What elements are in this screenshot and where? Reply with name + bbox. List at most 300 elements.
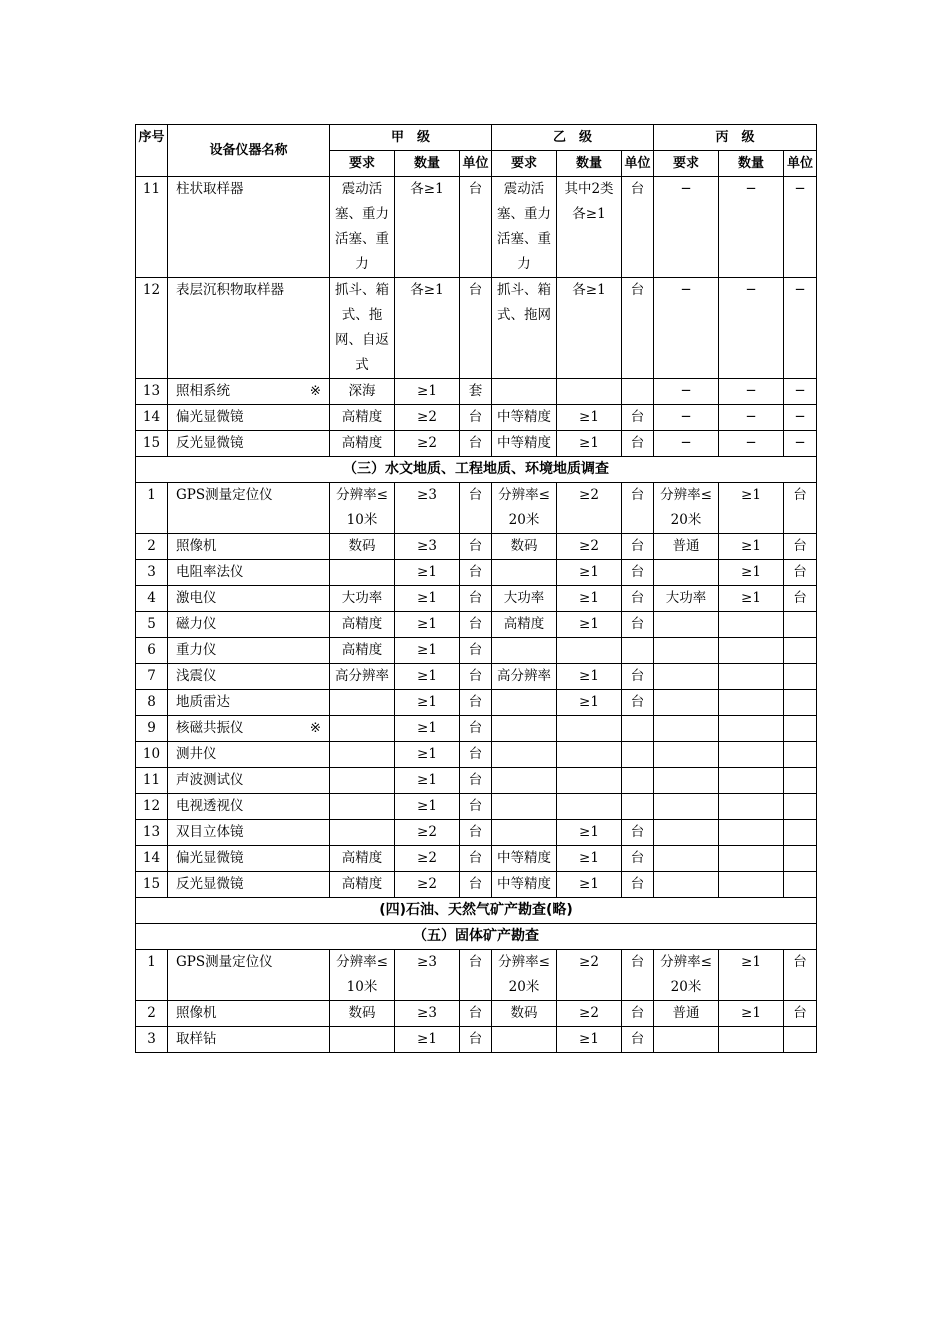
- grade-b-unit: 台: [622, 483, 654, 534]
- grade-a-quantity: ≥1: [395, 379, 460, 405]
- grade-c-quantity: ≥1: [719, 1001, 784, 1027]
- grade-c-quantity: ─: [719, 278, 784, 379]
- header-seq: 序号: [136, 125, 168, 177]
- grade-c-requirement: ─: [654, 278, 719, 379]
- grade-b-requirement: 分辨率≤20米: [492, 483, 557, 534]
- row-number: 5: [136, 612, 168, 638]
- row-number: 7: [136, 664, 168, 690]
- equipment-name-cell: [168, 742, 330, 768]
- grade-b-requirement: 数码: [492, 534, 557, 560]
- section-title-row: [136, 898, 817, 924]
- grade-a-unit: 台: [460, 431, 492, 457]
- table-row: [136, 534, 817, 560]
- grade-a-requirement: 高分辨率: [330, 664, 395, 690]
- grade-b-requirement: 大功率: [492, 586, 557, 612]
- header-req: 要求: [330, 151, 395, 177]
- equipment-name-cell: [168, 794, 330, 820]
- grade-c-requirement: [654, 612, 719, 638]
- grade-b-requirement: 震动活塞、重力活塞、重力: [492, 177, 557, 278]
- grade-a-requirement: 高精度: [330, 431, 395, 457]
- grade-c-quantity: [719, 872, 784, 898]
- equipment-name: 测井仪: [176, 746, 217, 762]
- equipment-name: 照像机: [176, 538, 217, 554]
- grade-c-unit: [784, 638, 817, 664]
- grade-b-quantity: [557, 742, 622, 768]
- grade-c-quantity: ─: [719, 405, 784, 431]
- table-row: [136, 690, 817, 716]
- grade-b-quantity: ≥1: [557, 586, 622, 612]
- equipment-name-cell: [168, 820, 330, 846]
- grade-b-quantity: ≥1: [557, 405, 622, 431]
- grade-a-requirement: [330, 1027, 395, 1053]
- grade-c-unit: [784, 872, 817, 898]
- grade-b-quantity: [557, 794, 622, 820]
- grade-b-unit: [622, 768, 654, 794]
- grade-a-quantity: ≥1: [395, 768, 460, 794]
- grade-b-requirement: 抓斗、箱式、拖网: [492, 278, 557, 379]
- grade-c-quantity: ≥1: [719, 586, 784, 612]
- grade-b-requirement: 高精度: [492, 612, 557, 638]
- equipment-name-cell: [168, 534, 330, 560]
- table-row: [136, 431, 817, 457]
- equipment-name-cell: [168, 278, 330, 379]
- grade-a-unit: 台: [460, 820, 492, 846]
- equipment-name-cell: [168, 664, 330, 690]
- grade-b-requirement: [492, 638, 557, 664]
- grade-b-unit: 台: [622, 560, 654, 586]
- grade-c-requirement: 大功率: [654, 586, 719, 612]
- grade-c-unit: [784, 794, 817, 820]
- grade-c-quantity: [719, 664, 784, 690]
- grade-a-requirement: 数码: [330, 534, 395, 560]
- grade-c-quantity: ≥1: [719, 483, 784, 534]
- grade-b-unit: 台: [622, 950, 654, 1001]
- grade-b-quantity: ≥2: [557, 1001, 622, 1027]
- grade-a-requirement: 高精度: [330, 405, 395, 431]
- grade-b-requirement: [492, 560, 557, 586]
- grade-a-unit: 台: [460, 768, 492, 794]
- grade-a-quantity: ≥1: [395, 664, 460, 690]
- row-number: 8: [136, 690, 168, 716]
- grade-c-unit: 台: [784, 560, 817, 586]
- grade-b-quantity: ≥1: [557, 664, 622, 690]
- grade-c-quantity: [719, 794, 784, 820]
- grade-b-quantity: 其中2类各≥1: [557, 177, 622, 278]
- header-req: 要求: [492, 151, 557, 177]
- header-row-grades: [136, 125, 817, 151]
- grade-c-unit: ─: [784, 405, 817, 431]
- special-mark: ※: [309, 720, 321, 736]
- table-row: [136, 768, 817, 794]
- grade-b-requirement: 中等精度: [492, 846, 557, 872]
- grade-a-requirement: [330, 820, 395, 846]
- grade-c-requirement: 普通: [654, 534, 719, 560]
- row-number: 4: [136, 586, 168, 612]
- table-row: [136, 405, 817, 431]
- grade-c-requirement: [654, 794, 719, 820]
- row-number: 12: [136, 278, 168, 379]
- grade-b-unit: [622, 794, 654, 820]
- row-number: 14: [136, 846, 168, 872]
- grade-b-quantity: ≥1: [557, 846, 622, 872]
- grade-b-unit: 台: [622, 586, 654, 612]
- grade-b-unit: 台: [622, 405, 654, 431]
- table-row: [136, 872, 817, 898]
- grade-c-requirement: [654, 742, 719, 768]
- grade-a-quantity: ≥2: [395, 846, 460, 872]
- grade-c-quantity: [719, 690, 784, 716]
- grade-c-unit: ─: [784, 379, 817, 405]
- grade-a-quantity: ≥1: [395, 716, 460, 742]
- grade-c-unit: [784, 612, 817, 638]
- table-row: [136, 638, 817, 664]
- header-qty: 数量: [719, 151, 784, 177]
- special-mark: ※: [309, 383, 321, 399]
- grade-a-quantity: ≥3: [395, 950, 460, 1001]
- equipment-name: 浅震仪: [176, 668, 217, 684]
- grade-a-quantity: ≥1: [395, 690, 460, 716]
- grade-a-requirement: 深海: [330, 379, 395, 405]
- grade-c-quantity: [719, 820, 784, 846]
- equipment-name-cell: [168, 560, 330, 586]
- equipment-name: 反光显微镜: [176, 876, 244, 892]
- grade-b-requirement: 中等精度: [492, 405, 557, 431]
- grade-b-unit: 台: [622, 690, 654, 716]
- header-qty: 数量: [557, 151, 622, 177]
- grade-c-unit: [784, 768, 817, 794]
- table-row: [136, 278, 817, 379]
- grade-c-unit: 台: [784, 483, 817, 534]
- grade-b-quantity: 各≥1: [557, 278, 622, 379]
- grade-a-requirement: 高精度: [330, 846, 395, 872]
- equipment-name: 偏光显微镜: [176, 850, 244, 866]
- table-row: [136, 846, 817, 872]
- equipment-name-cell: [168, 612, 330, 638]
- equipment-name: 电视透视仪: [176, 798, 244, 814]
- header-name: 设备仪器名称: [168, 125, 330, 177]
- grade-a-requirement: [330, 716, 395, 742]
- grade-b-unit: 台: [622, 177, 654, 278]
- grade-a-quantity: ≥1: [395, 1027, 460, 1053]
- equipment-name: 双目立体镜: [176, 824, 244, 840]
- row-number: 3: [136, 560, 168, 586]
- grade-b-quantity: [557, 768, 622, 794]
- equipment-name: GPS测量定位仪: [176, 954, 273, 970]
- row-number: 11: [136, 177, 168, 278]
- table-row: [136, 1027, 817, 1053]
- grade-b-unit: 台: [622, 431, 654, 457]
- grade-b-quantity: ≥1: [557, 560, 622, 586]
- grade-b-quantity: ≥1: [557, 820, 622, 846]
- grade-b-quantity: ≥1: [557, 431, 622, 457]
- grade-b-unit: 台: [622, 846, 654, 872]
- header-grade-a: 甲 级: [330, 125, 492, 151]
- equipment-name-cell: [168, 716, 330, 742]
- grade-b-requirement: [492, 794, 557, 820]
- grade-c-requirement: [654, 638, 719, 664]
- table-row: [136, 1001, 817, 1027]
- grade-c-requirement: 普通: [654, 1001, 719, 1027]
- equipment-name-cell: [168, 872, 330, 898]
- grade-b-quantity: ≥1: [557, 872, 622, 898]
- grade-b-unit: 台: [622, 872, 654, 898]
- grade-c-requirement: ─: [654, 431, 719, 457]
- table-row: [136, 612, 817, 638]
- grade-a-quantity: ≥3: [395, 1001, 460, 1027]
- grade-c-requirement: [654, 820, 719, 846]
- equipment-name: 反光显微镜: [176, 435, 244, 451]
- row-number: 15: [136, 431, 168, 457]
- table-row: [136, 483, 817, 534]
- grade-c-unit: [784, 846, 817, 872]
- row-number: 3: [136, 1027, 168, 1053]
- table-row: [136, 560, 817, 586]
- grade-c-quantity: [719, 846, 784, 872]
- grade-c-requirement: ─: [654, 177, 719, 278]
- grade-b-unit: 台: [622, 534, 654, 560]
- equipment-name: GPS测量定位仪: [176, 487, 273, 503]
- grade-b-requirement: [492, 742, 557, 768]
- grade-b-requirement: [492, 690, 557, 716]
- grade-b-unit: [622, 638, 654, 664]
- equipment-name: 偏光显微镜: [176, 409, 244, 425]
- grade-a-unit: 台: [460, 794, 492, 820]
- row-number: 12: [136, 794, 168, 820]
- grade-a-requirement: [330, 560, 395, 586]
- row-number: 15: [136, 872, 168, 898]
- grade-a-requirement: [330, 742, 395, 768]
- grade-b-unit: 台: [622, 820, 654, 846]
- grade-a-quantity: ≥1: [395, 638, 460, 664]
- grade-a-unit: 台: [460, 742, 492, 768]
- grade-b-quantity: ≥1: [557, 1027, 622, 1053]
- grade-a-unit: 台: [460, 690, 492, 716]
- grade-b-quantity: [557, 379, 622, 405]
- grade-c-quantity: [719, 1027, 784, 1053]
- grade-c-unit: [784, 820, 817, 846]
- grade-c-quantity: ─: [719, 177, 784, 278]
- row-number: 10: [136, 742, 168, 768]
- grade-a-quantity: 各≥1: [395, 278, 460, 379]
- grade-a-requirement: 大功率: [330, 586, 395, 612]
- header-unit: 单位: [460, 151, 492, 177]
- equipment-name-cell: [168, 1027, 330, 1053]
- grade-a-quantity: ≥2: [395, 431, 460, 457]
- grade-c-unit: 台: [784, 1001, 817, 1027]
- table-row: [136, 586, 817, 612]
- grade-a-requirement: 震动活塞、重力活塞、重力: [330, 177, 395, 278]
- grade-b-unit: 台: [622, 1027, 654, 1053]
- header-unit: 单位: [622, 151, 654, 177]
- grade-c-requirement: [654, 664, 719, 690]
- grade-a-quantity: ≥1: [395, 794, 460, 820]
- grade-b-unit: 台: [622, 1001, 654, 1027]
- grade-c-requirement: [654, 716, 719, 742]
- grade-c-requirement: 分辨率≤20米: [654, 950, 719, 1001]
- grade-c-requirement: 分辨率≤20米: [654, 483, 719, 534]
- grade-c-unit: [784, 664, 817, 690]
- row-number: 6: [136, 638, 168, 664]
- equipment-name-cell: [168, 483, 330, 534]
- equipment-name: 激电仪: [176, 590, 217, 606]
- equipment-name-cell: [168, 846, 330, 872]
- section-title: （五）固体矿产勘查: [136, 924, 817, 950]
- grade-c-unit: ─: [784, 431, 817, 457]
- grade-b-requirement: 高分辨率: [492, 664, 557, 690]
- equipment-name-cell: [168, 950, 330, 1001]
- grade-a-quantity: ≥3: [395, 534, 460, 560]
- grade-a-quantity: ≥1: [395, 612, 460, 638]
- grade-a-requirement: [330, 690, 395, 716]
- grade-a-unit: 台: [460, 638, 492, 664]
- row-number: 9: [136, 716, 168, 742]
- grade-c-requirement: [654, 1027, 719, 1053]
- grade-b-quantity: ≥2: [557, 950, 622, 1001]
- grade-c-quantity: ≥1: [719, 560, 784, 586]
- grade-a-quantity: ≥1: [395, 560, 460, 586]
- equipment-name-cell: [168, 586, 330, 612]
- grade-a-quantity: ≥1: [395, 742, 460, 768]
- grade-c-unit: [784, 1027, 817, 1053]
- grade-b-requirement: 分辨率≤20米: [492, 950, 557, 1001]
- equipment-name-cell: [168, 638, 330, 664]
- equipment-name: 声波测试仪: [176, 772, 244, 788]
- section-title-row: [136, 457, 817, 483]
- equipment-name-cell: [168, 690, 330, 716]
- grade-a-unit: 台: [460, 278, 492, 379]
- grade-b-requirement: [492, 768, 557, 794]
- grade-c-unit: ─: [784, 278, 817, 379]
- header-unit: 单位: [784, 151, 817, 177]
- grade-b-unit: 台: [622, 612, 654, 638]
- grade-c-unit: [784, 716, 817, 742]
- equipment-name-cell: [168, 405, 330, 431]
- grade-a-requirement: 抓斗、箱式、拖网、自返式: [330, 278, 395, 379]
- grade-b-quantity: [557, 716, 622, 742]
- header-req: 要求: [654, 151, 719, 177]
- grade-c-unit: 台: [784, 586, 817, 612]
- section-title: (四)石油、天然气矿产勘查(略): [136, 898, 817, 924]
- grade-b-requirement: 中等精度: [492, 872, 557, 898]
- header-qty: 数量: [395, 151, 460, 177]
- grade-b-unit: [622, 716, 654, 742]
- equipment-name: 磁力仪: [176, 616, 217, 632]
- grade-c-quantity: ─: [719, 431, 784, 457]
- grade-a-requirement: 高精度: [330, 872, 395, 898]
- row-number: 2: [136, 1001, 168, 1027]
- grade-a-requirement: [330, 768, 395, 794]
- grade-c-quantity: ≥1: [719, 950, 784, 1001]
- grade-c-quantity: [719, 612, 784, 638]
- grade-a-quantity: ≥2: [395, 405, 460, 431]
- row-number: 13: [136, 820, 168, 846]
- grade-b-unit: [622, 379, 654, 405]
- grade-a-requirement: 分辨率≤10米: [330, 483, 395, 534]
- grade-c-unit: [784, 690, 817, 716]
- grade-a-requirement: 数码: [330, 1001, 395, 1027]
- grade-c-unit: 台: [784, 534, 817, 560]
- grade-a-requirement: 高精度: [330, 638, 395, 664]
- grade-c-quantity: [719, 716, 784, 742]
- grade-b-quantity: ≥1: [557, 690, 622, 716]
- grade-b-quantity: ≥1: [557, 612, 622, 638]
- equipment-name-cell: [168, 1001, 330, 1027]
- grade-c-quantity: [719, 768, 784, 794]
- grade-a-unit: 台: [460, 664, 492, 690]
- equipment-name: 照相系统: [176, 383, 230, 399]
- row-number: 1: [136, 950, 168, 1001]
- grade-b-quantity: ≥2: [557, 483, 622, 534]
- equipment-name-cell: [168, 379, 330, 405]
- grade-a-unit: 台: [460, 1001, 492, 1027]
- grade-b-requirement: 中等精度: [492, 431, 557, 457]
- grade-c-quantity: [719, 742, 784, 768]
- grade-b-requirement: [492, 716, 557, 742]
- grade-c-requirement: [654, 560, 719, 586]
- grade-c-requirement: [654, 846, 719, 872]
- grade-a-requirement: 高精度: [330, 612, 395, 638]
- grade-a-quantity: ≥2: [395, 820, 460, 846]
- grade-b-requirement: [492, 820, 557, 846]
- grade-a-unit: 台: [460, 1027, 492, 1053]
- grade-b-unit: [622, 742, 654, 768]
- grade-b-quantity: ≥2: [557, 534, 622, 560]
- equipment-name: 地质雷达: [176, 694, 230, 710]
- equipment-name: 柱状取样器: [176, 181, 244, 197]
- grade-a-unit: 台: [460, 405, 492, 431]
- grade-c-quantity: [719, 638, 784, 664]
- equipment-name: 电阻率法仪: [176, 564, 244, 580]
- row-number: 1: [136, 483, 168, 534]
- grade-a-unit: 台: [460, 612, 492, 638]
- grade-a-quantity: ≥2: [395, 872, 460, 898]
- grade-a-requirement: [330, 794, 395, 820]
- grade-c-unit: 台: [784, 950, 817, 1001]
- row-number: 2: [136, 534, 168, 560]
- grade-c-requirement: [654, 690, 719, 716]
- grade-a-unit: 台: [460, 483, 492, 534]
- table-row: [136, 820, 817, 846]
- grade-a-unit: 台: [460, 177, 492, 278]
- equipment-name: 照像机: [176, 1005, 217, 1021]
- grade-c-quantity: ≥1: [719, 534, 784, 560]
- grade-c-unit: ─: [784, 177, 817, 278]
- table-row: [136, 379, 817, 405]
- row-number: 14: [136, 405, 168, 431]
- table-row: [136, 794, 817, 820]
- grade-b-requirement: 数码: [492, 1001, 557, 1027]
- grade-c-unit: [784, 742, 817, 768]
- header-grade-c: 丙 级: [654, 125, 817, 151]
- row-number: 11: [136, 768, 168, 794]
- header-grade-b: 乙 级: [492, 125, 654, 151]
- grade-c-requirement: ─: [654, 405, 719, 431]
- section-title: （三）水文地质、工程地质、环境地质调查: [136, 457, 817, 483]
- table-row: [136, 742, 817, 768]
- grade-a-requirement: 分辨率≤10米: [330, 950, 395, 1001]
- grade-b-requirement: [492, 379, 557, 405]
- grade-b-quantity: [557, 638, 622, 664]
- grade-a-quantity: ≥1: [395, 586, 460, 612]
- grade-a-quantity: 各≥1: [395, 177, 460, 278]
- grade-a-unit: 台: [460, 846, 492, 872]
- grade-c-requirement: [654, 768, 719, 794]
- equipment-table-page: [135, 124, 816, 1053]
- equipment-table: [135, 124, 817, 1053]
- equipment-name-cell: [168, 431, 330, 457]
- equipment-name: 核磁共振仪: [176, 720, 244, 736]
- equipment-name: 重力仪: [176, 642, 217, 658]
